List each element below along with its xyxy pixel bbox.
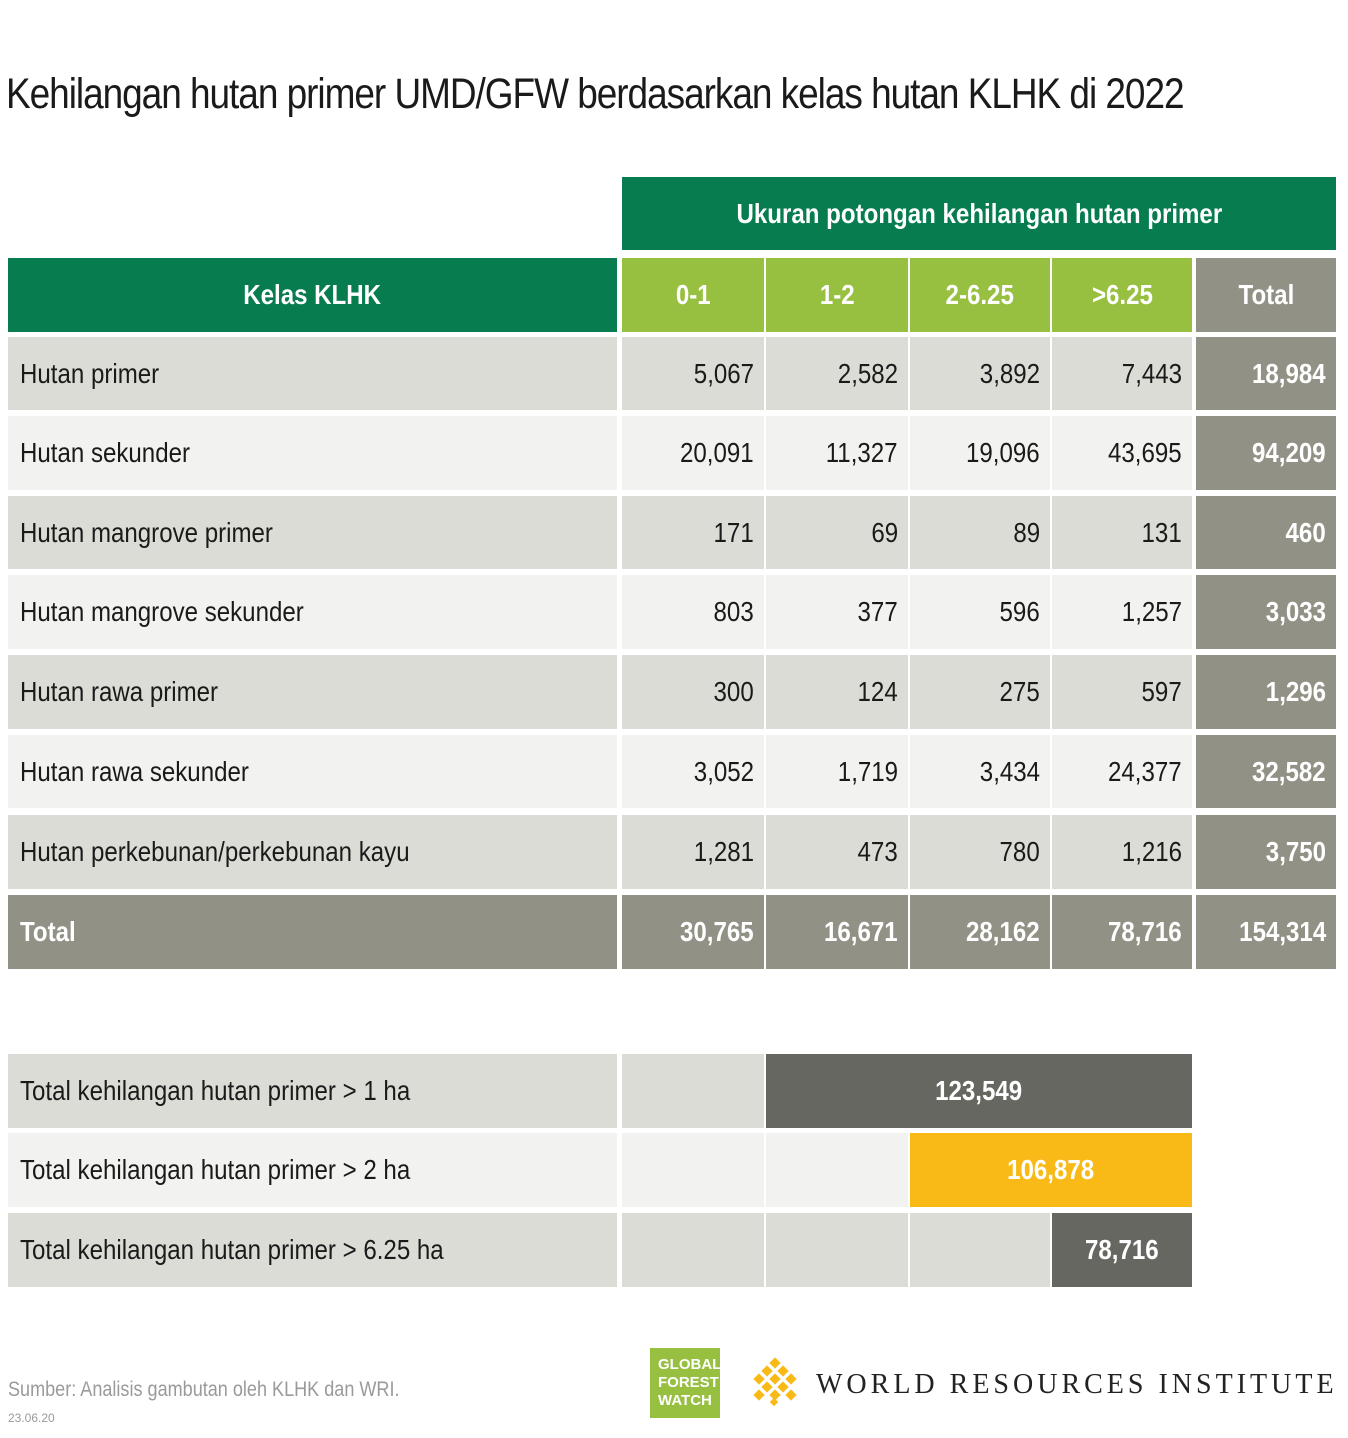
table-cell-text: 473 (857, 836, 898, 867)
table-cell-text: 596 (999, 596, 1040, 627)
row-total-cell (1196, 575, 1336, 649)
column-header (622, 258, 764, 332)
source-note: Sumber: Analisis gambutan oleh KLHK dan WRI. (8, 1378, 400, 1401)
summary-empty-cell (622, 1054, 764, 1128)
summary-value-bar (910, 1133, 1192, 1207)
table-cell-text: 1,719 (837, 755, 898, 787)
row-label (8, 735, 617, 808)
table-cell-text: 69 (871, 516, 898, 548)
table-cell (766, 735, 908, 808)
summary-empty-cell (766, 1213, 908, 1287)
date-stamp: 23.06.20 (8, 1411, 55, 1425)
row-total-cell (1196, 735, 1336, 808)
total-cell (766, 895, 908, 969)
summary-label-text: Total kehilangan hutan primer > 6.25 ha (20, 1234, 444, 1265)
table-cell (766, 496, 908, 569)
wri-diamond-lattice-icon (748, 1356, 802, 1410)
row-header (8, 258, 617, 332)
table-cell-text: 24,377 (1108, 755, 1182, 787)
row-label-text: Hutan perkebunan/perkebunan kayu (20, 836, 410, 867)
table-cell-text: 780 (999, 836, 1040, 867)
summary-label-text: Total kehilangan hutan primer > 2 ha (20, 1154, 411, 1185)
gfw-logo-line: GLOBAL (658, 1356, 722, 1373)
total-cell-text: 30,765 (680, 916, 754, 947)
table-cell (1052, 416, 1192, 490)
row-total-cell (1196, 815, 1336, 889)
row-total-cell-text: 1,296 (1265, 676, 1326, 707)
table-cell (910, 655, 1050, 729)
total-cell-text: 78,716 (1108, 916, 1182, 947)
table-cell-text: 1,281 (693, 836, 754, 867)
row-label (8, 815, 617, 889)
row-total-cell-text: 94,209 (1252, 437, 1326, 468)
total-row-label-text: Total (20, 916, 76, 947)
table-cell (1052, 735, 1192, 808)
column-header-text: 1-2 (819, 279, 855, 310)
table-cell (622, 416, 764, 490)
table-cell-text: 131 (1141, 516, 1182, 548)
table-cell (910, 337, 1050, 410)
table-cell (910, 496, 1050, 569)
row-label-text: Hutan sekunder (20, 437, 191, 468)
column-header (1196, 258, 1336, 332)
column-header-text: 2-6.25 (945, 279, 1015, 310)
table-cell-text: 19,096 (966, 437, 1040, 468)
column-header-text: 0-1 (675, 279, 711, 310)
table-cell-text: 275 (999, 676, 1040, 707)
column-header (1052, 258, 1192, 332)
chart-title: Kehilangan hutan primer UMD/GFW berdasarkan kelas hutan KLHK di 2022 (6, 70, 1184, 118)
total-cell-text: 154,314 (1238, 916, 1326, 947)
table-cell (766, 337, 908, 410)
row-total-cell-text: 460 (1285, 516, 1326, 548)
column-header-text: >6.25 (1091, 279, 1153, 310)
summary-value-bar-text: 78,716 (1085, 1234, 1159, 1265)
row-total-cell (1196, 655, 1336, 729)
table-cell-text: 89 (1013, 516, 1040, 548)
row-label (8, 337, 617, 410)
table-cell (1052, 337, 1192, 410)
summary-empty-cell (622, 1133, 764, 1207)
summary-empty-cell (910, 1213, 1050, 1287)
wri-wordmark: WORLD RESOURCES INSTITUTE (816, 1369, 1338, 1400)
table-cell-text: 1,216 (1121, 836, 1182, 867)
gfw-logo-line: FOREST (658, 1374, 719, 1391)
column-header-text: Total (1238, 279, 1294, 310)
group-header-text: Ukuran potongan kehilangan hutan primer (736, 197, 1222, 229)
total-cell-text: 16,671 (824, 916, 898, 947)
row-total-cell (1196, 416, 1336, 490)
table-cell (766, 815, 908, 889)
table-cell-text: 377 (857, 596, 898, 627)
table-cell (910, 575, 1050, 649)
row-label-text: Hutan mangrove primer (20, 516, 273, 548)
total-cell (1196, 895, 1336, 969)
table-cell (622, 337, 764, 410)
table-cell (1052, 496, 1192, 569)
group-header (622, 177, 1336, 250)
summary-value-bar (1052, 1213, 1192, 1287)
table-cell (766, 575, 908, 649)
table-cell (1052, 655, 1192, 729)
row-label-text: Hutan rawa primer (20, 676, 219, 707)
table-cell-text: 3,892 (979, 357, 1040, 389)
table-cell-text: 43,695 (1108, 437, 1182, 468)
row-total-cell-text: 18,984 (1252, 357, 1326, 389)
row-label (8, 496, 617, 569)
row-label (8, 575, 617, 649)
table-cell-text: 171 (713, 516, 754, 548)
row-total-cell-text: 3,750 (1265, 836, 1326, 867)
summary-label (8, 1133, 617, 1207)
row-label-text: Hutan primer (20, 357, 160, 389)
table-cell (622, 575, 764, 649)
row-total-cell (1196, 337, 1336, 410)
summary-empty-cell (622, 1213, 764, 1287)
table-cell (1052, 815, 1192, 889)
row-header-text: Kelas KLHK (243, 279, 382, 310)
total-cell (1052, 895, 1192, 969)
total-cell (910, 895, 1050, 969)
table-cell-text: 5,067 (693, 357, 754, 389)
row-label (8, 416, 617, 490)
row-label-text: Hutan mangrove sekunder (20, 596, 304, 627)
table-cell (910, 815, 1050, 889)
table-cell (622, 496, 764, 569)
table-cell-text: 803 (713, 596, 754, 627)
table-cell-text: 2,582 (837, 357, 898, 389)
table-cell (622, 735, 764, 808)
table-cell-text: 124 (857, 676, 898, 707)
row-total-cell-text: 3,033 (1265, 596, 1326, 627)
total-row-label (8, 895, 617, 969)
table-cell (766, 655, 908, 729)
table-cell (910, 416, 1050, 490)
table-cell-text: 1,257 (1121, 596, 1182, 627)
row-total-cell (1196, 496, 1336, 569)
summary-label (8, 1213, 617, 1287)
row-label-text: Hutan rawa sekunder (20, 755, 249, 787)
total-cell-text: 28,162 (966, 916, 1040, 947)
summary-value-bar-text: 123,549 (935, 1075, 1023, 1106)
table-cell (622, 655, 764, 729)
gfw-logo (650, 1348, 720, 1418)
summary-value-bar-text: 106,878 (1007, 1154, 1095, 1185)
summary-label (8, 1054, 617, 1128)
summary-label-text: Total kehilangan hutan primer > 1 ha (20, 1075, 411, 1106)
table-cell-text: 20,091 (680, 437, 754, 468)
table-cell (766, 416, 908, 490)
summary-value-bar (766, 1054, 1192, 1128)
table-cell-text: 3,052 (693, 755, 754, 787)
row-label (8, 655, 617, 729)
table-cell-text: 300 (713, 676, 754, 707)
table-cell (910, 735, 1050, 808)
column-header (910, 258, 1050, 332)
row-total-cell-text: 32,582 (1252, 755, 1326, 787)
table-cell-text: 3,434 (979, 755, 1040, 787)
summary-empty-cell (766, 1133, 908, 1207)
table-cell-text: 7,443 (1121, 357, 1182, 389)
total-cell (622, 895, 764, 969)
table-cell (1052, 575, 1192, 649)
gfw-logo-line: WATCH (658, 1392, 712, 1409)
column-header (766, 258, 908, 332)
table-cell-text: 11,327 (826, 437, 898, 468)
table-cell-text: 597 (1141, 676, 1182, 707)
table-cell (622, 815, 764, 889)
